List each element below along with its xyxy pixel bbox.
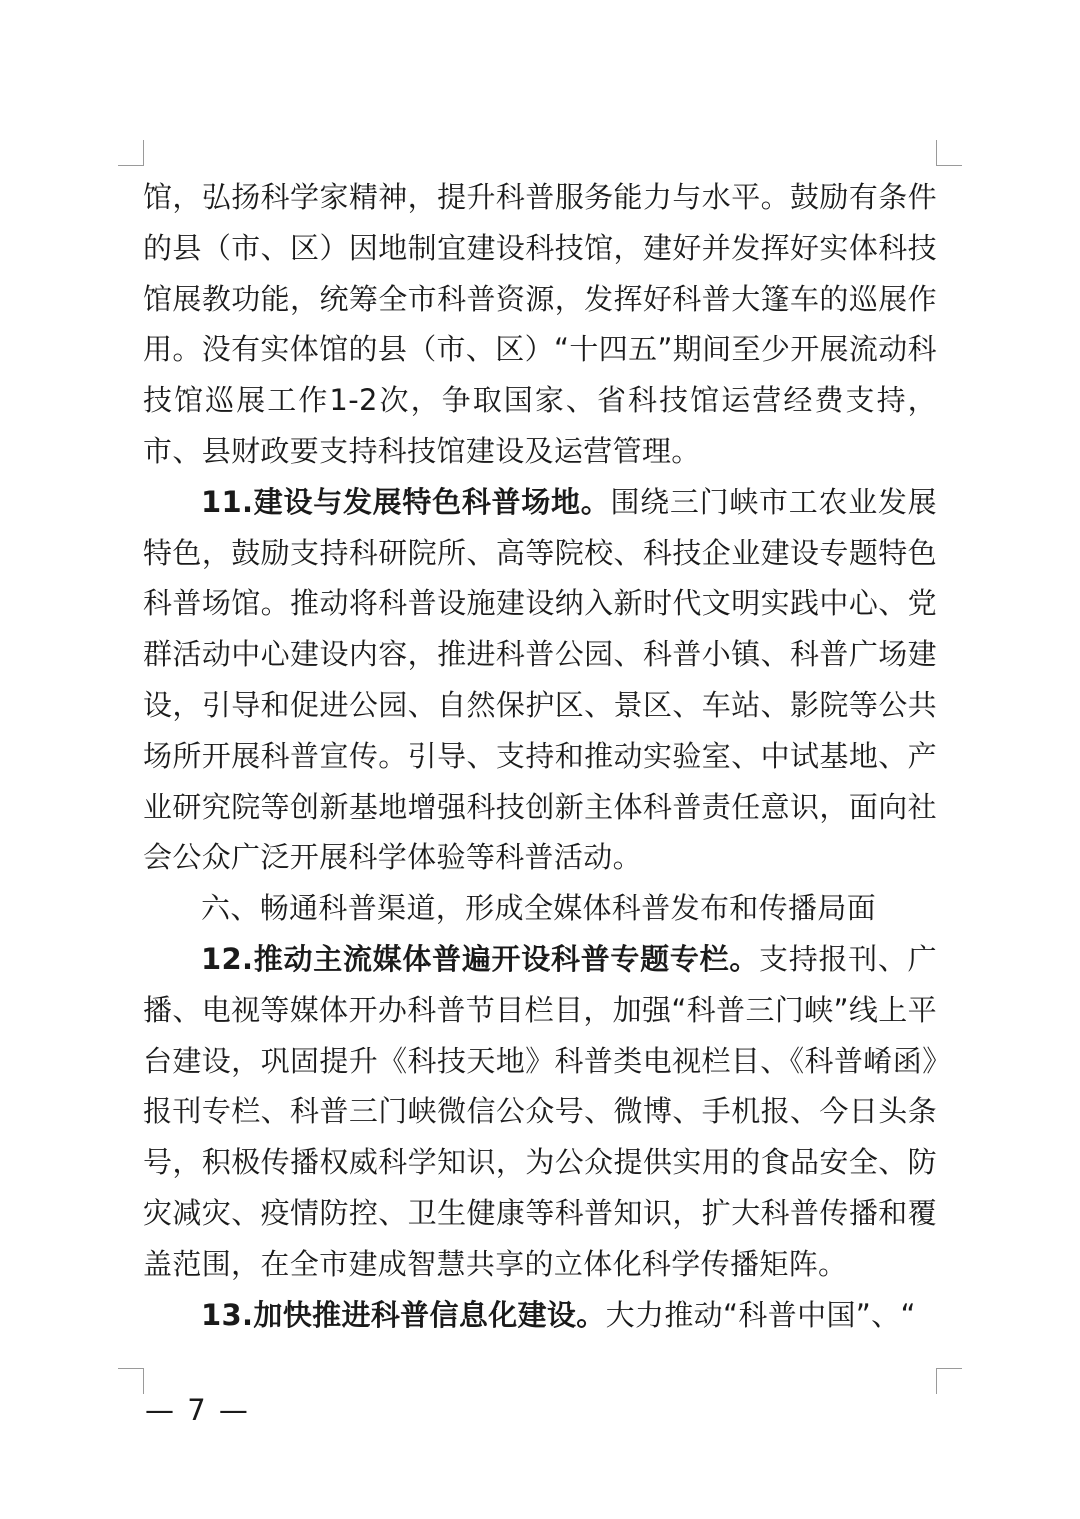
body-text <box>143 172 937 1340</box>
paragraph-heading: 13.加快推进科普信息化建设。 <box>201 1297 606 1332</box>
page-number: — 7 — <box>145 1393 250 1427</box>
section-heading-text: 六、畅通科普渠道，形成全媒体科普发布和传播局面 <box>201 891 877 926</box>
paragraph-item-13 <box>143 1290 937 1341</box>
paragraph-item-12 <box>143 934 937 1290</box>
paragraph-text: 馆，弘扬科学家精神，提升科普服务能力与水平。鼓励有条件的县（市、区）因地制宜建设科技馆，建好并发挥好实体科技馆展教功能，统筹全市科普资源，发挥好科普大篷车的巡展作用。没有实体馆的县（市、区）“十四五”期间至少开展流动科技馆巡展工作1-2次，争取国家、省科技馆运营经费支持，市、县财政要支持科技馆建设及运营管理。 <box>143 180 937 468</box>
paragraph-item-11 <box>143 477 937 883</box>
paragraph-text: 大力推动“科普中国”、“ <box>605 1297 916 1332</box>
crop-mark-bottom-right <box>936 1368 962 1394</box>
paragraph-heading: 11.建设与发展特色科普场地。 <box>201 484 611 519</box>
crop-mark-top-left <box>118 140 144 166</box>
paragraph-continuation <box>143 172 937 477</box>
section-heading-six <box>143 883 937 934</box>
crop-mark-top-right <box>936 140 962 166</box>
paragraph-text: 支持报刊、广播、电视等媒体开办科普节目栏目，加强“科普三门峡”线上平台建设，巩固提升《科技天地》科普类电视栏目、《科普崤函》报刊专栏、科普三门峡微信公众号、微博、手机报、今日头条号，积极传播权威科学知识，为公众提供实用的食品安全、防灾减灾、疫情防控、卫生健康等科普知识，扩大科普传播和覆盖范围，在全市建成智慧共享的立体化科学传播矩阵。 <box>143 941 937 1281</box>
paragraph-heading: 12.推动主流媒体普遍开设科普专题专栏。 <box>201 941 760 976</box>
paragraph-text: 围绕三门峡市工农业发展特色，鼓励支持科研院所、高等院校、科技企业建设专题特色科普场馆。推动将科普设施建设纳入新时代文明实践中心、党群活动中心建设内容，推进科普公园、科普小镇、科普广场建设，引导和促进公园、自然保护区、景区、车站、影院等公共场所开展科普宣传。引导、支持和推动实验室、中试基地、产业研究院等创新基地增强科技创新主体科普责任意识，面向社会公众广泛开展科学体验等科普活动。 <box>143 484 937 875</box>
crop-mark-bottom-left <box>118 1368 144 1394</box>
